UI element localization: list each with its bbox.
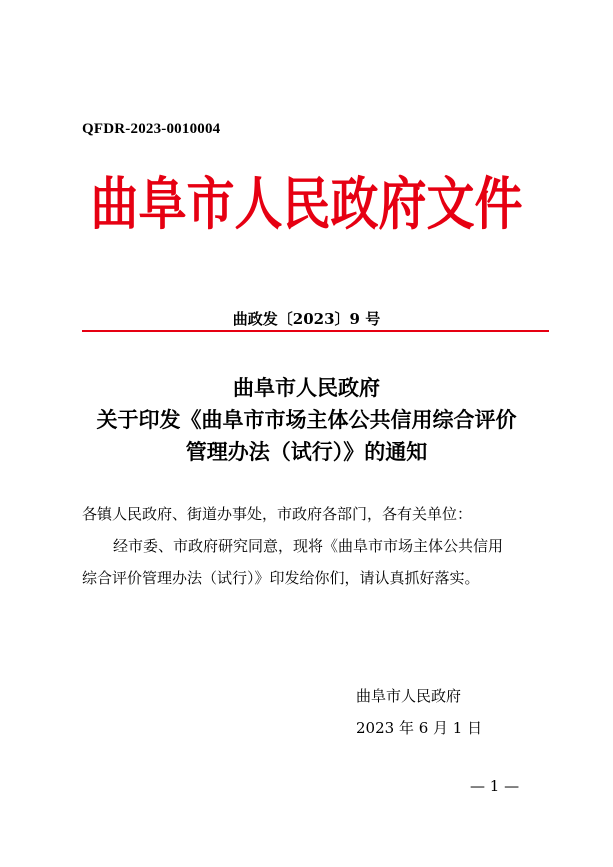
masthead-title: 曲阜市人民政府文件: [90, 171, 523, 238]
notice-title: [0, 372, 613, 468]
red-divider-line: [82, 330, 549, 332]
body-line: 经市委、市政府研究同意，现将《曲阜市市场主体公共信用: [113, 537, 504, 555]
title-line-subject: 关于印发《曲阜市市场主体公共信用综合评价: [96, 407, 517, 432]
addressee: 各镇人民政府、街道办事处，市政府各部门，各有关单位：: [82, 505, 473, 523]
notice-body: [82, 498, 522, 594]
page-number: — 1 —: [470, 777, 520, 795]
body-line: 综合评价管理办法（试行）》印发给你们，请认真抓好落实。: [82, 569, 480, 587]
title-line-subject-end: 管理办法（试行）》的通知: [185, 439, 428, 464]
title-line-issuer: 曲阜市人民政府: [233, 375, 380, 400]
signature-block: [356, 680, 482, 744]
signature-date: 2023 年 6 月 1 日: [356, 719, 483, 737]
document-code: QFDR-2023-0010004: [82, 121, 221, 137]
signature-issuer: 曲阜市人民政府: [356, 687, 462, 705]
issue-number: 曲政发〔2023〕9 号: [232, 310, 381, 328]
